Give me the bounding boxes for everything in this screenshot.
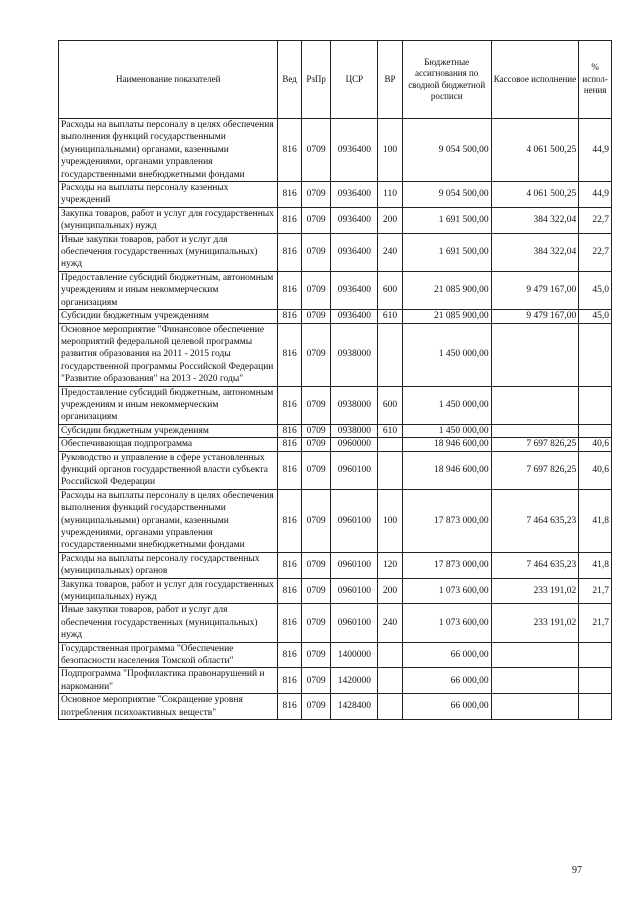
cell-budget: 1 450 000,00 (402, 323, 491, 386)
table-row (59, 386, 612, 424)
cell-ved: 816 (278, 552, 301, 578)
cell-budget: 1 691 500,00 (402, 207, 491, 233)
page-number: 97 (572, 865, 582, 876)
cell-vr: 100 (378, 489, 402, 552)
cell-name: Субсидии бюджетным учреждениям (59, 310, 278, 323)
table-row (59, 642, 612, 668)
cell-ved: 816 (278, 323, 301, 386)
cell-vr: 100 (378, 119, 402, 182)
cell-csr: 0960100 (331, 489, 378, 552)
cell-rzpr: 0709 (301, 207, 331, 233)
cell-name: Иные закупки товаров, работ и услуг для обеспечения государственных (муниципальных) нужд (59, 604, 278, 642)
cell-ved: 816 (278, 668, 301, 694)
cell-ved: 816 (278, 424, 301, 437)
cell-ved: 816 (278, 386, 301, 424)
header-csr: ЦСР (331, 41, 378, 119)
header-rzpr: РзПр (301, 41, 331, 119)
cell-name: Закупка товаров, работ и услуг для государственных (муниципальных) нужд (59, 207, 278, 233)
table-row (59, 271, 612, 309)
cell-cash: 233 191,02 (491, 578, 579, 604)
cell-vr (378, 694, 402, 720)
cell-ved: 816 (278, 233, 301, 271)
cell-percent (579, 424, 612, 437)
cell-cash (491, 386, 579, 424)
cell-rzpr: 0709 (301, 668, 331, 694)
cell-name: Предоставление субсидий бюджетным, автономным учреждениям и иным некоммерческим организациям (59, 271, 278, 309)
cell-vr: 120 (378, 552, 402, 578)
cell-budget: 66 000,00 (402, 668, 491, 694)
header-ved: Вед (278, 41, 301, 119)
cell-cash (491, 668, 579, 694)
cell-vr: 610 (378, 424, 402, 437)
cell-name: Обеспечивающая подпрограмма (59, 438, 278, 451)
cell-csr: 0936400 (331, 207, 378, 233)
table-row (59, 207, 612, 233)
cell-budget: 9 054 500,00 (402, 119, 491, 182)
cell-csr: 0936400 (331, 119, 378, 182)
cell-rzpr: 0709 (301, 310, 331, 323)
cell-name: Закупка товаров, работ и услуг для государственных (муниципальных) нужд (59, 578, 278, 604)
cell-rzpr: 0709 (301, 119, 331, 182)
cell-percent: 44,9 (579, 119, 612, 182)
table-row (59, 182, 612, 208)
cell-name: Предоставление субсидий бюджетным, автономным учреждениям и иным некоммерческим организациям (59, 386, 278, 424)
cell-cash: 7 464 635,23 (491, 489, 579, 552)
cell-budget: 1 073 600,00 (402, 604, 491, 642)
cell-cash: 384 322,04 (491, 233, 579, 271)
cell-vr (378, 438, 402, 451)
cell-name: Расходы на выплаты персоналу казенных учреждений (59, 182, 278, 208)
cell-vr (378, 668, 402, 694)
cell-percent (579, 386, 612, 424)
cell-cash (491, 694, 579, 720)
table-row (59, 578, 612, 604)
cell-rzpr: 0709 (301, 438, 331, 451)
cell-rzpr: 0709 (301, 233, 331, 271)
cell-csr: 0938000 (331, 323, 378, 386)
table-row (59, 119, 612, 182)
table-row (59, 323, 612, 386)
cell-csr: 0936400 (331, 271, 378, 309)
cell-name: Подпрограмма "Профилактика правонарушений и наркомании" (59, 668, 278, 694)
cell-cash: 9 479 167,00 (491, 271, 579, 309)
cell-name: Расходы на выплаты персоналу в целях обеспечения выполнения функций государственными (муниципальными) органами, казенными учреждениями, органами управления государственными внебюджетными фондами (59, 119, 278, 182)
cell-cash (491, 424, 579, 437)
cell-cash: 4 061 500,25 (491, 119, 579, 182)
cell-rzpr: 0709 (301, 182, 331, 208)
cell-percent (579, 323, 612, 386)
cell-percent: 41,8 (579, 489, 612, 552)
cell-budget: 1 691 500,00 (402, 233, 491, 271)
budget-execution-table (58, 40, 612, 720)
table-row (59, 451, 612, 489)
table-row (59, 694, 612, 720)
cell-csr: 1420000 (331, 668, 378, 694)
cell-vr: 610 (378, 310, 402, 323)
table-row (59, 552, 612, 578)
cell-percent (579, 642, 612, 668)
cell-percent: 45,0 (579, 271, 612, 309)
cell-ved: 816 (278, 207, 301, 233)
cell-percent: 21,7 (579, 578, 612, 604)
cell-vr: 200 (378, 578, 402, 604)
cell-percent: 40,6 (579, 451, 612, 489)
table-row (59, 489, 612, 552)
cell-budget: 17 873 000,00 (402, 489, 491, 552)
cell-percent: 21,7 (579, 604, 612, 642)
cell-percent (579, 668, 612, 694)
cell-percent: 22,7 (579, 233, 612, 271)
cell-name: Субсидии бюджетным учреждениям (59, 424, 278, 437)
cell-cash: 384 322,04 (491, 207, 579, 233)
cell-ved: 816 (278, 604, 301, 642)
cell-rzpr: 0709 (301, 489, 331, 552)
cell-csr: 0960100 (331, 578, 378, 604)
cell-csr: 0960100 (331, 552, 378, 578)
cell-rzpr: 0709 (301, 271, 331, 309)
table-row (59, 424, 612, 437)
cell-vr (378, 451, 402, 489)
cell-budget: 66 000,00 (402, 694, 491, 720)
cell-cash: 4 061 500,25 (491, 182, 579, 208)
cell-ved: 816 (278, 642, 301, 668)
cell-csr: 0938000 (331, 386, 378, 424)
cell-csr: 0936400 (331, 310, 378, 323)
cell-name: Иные закупки товаров, работ и услуг для обеспечения государственных (муниципальных) нужд (59, 233, 278, 271)
cell-percent: 40,6 (579, 438, 612, 451)
cell-vr: 600 (378, 271, 402, 309)
cell-percent: 41,8 (579, 552, 612, 578)
cell-cash: 233 191,02 (491, 604, 579, 642)
cell-percent: 22,7 (579, 207, 612, 233)
table-header-row (59, 41, 612, 119)
cell-cash: 7 464 635,23 (491, 552, 579, 578)
cell-percent (579, 694, 612, 720)
cell-csr: 0938000 (331, 424, 378, 437)
header-vr: ВР (378, 41, 402, 119)
cell-ved: 816 (278, 451, 301, 489)
cell-name: Расходы на выплаты персоналу в целях обеспечения выполнения функций государственными (муниципальными) органами, казенными учреждениями, органами управления государственными внебюджетными фондами (59, 489, 278, 552)
cell-name: Расходы на выплаты персоналу государственных (муниципальных) органов (59, 552, 278, 578)
header-budget: Бюджетные ассигнования по сводной бюджетной росписи (402, 41, 491, 119)
cell-rzpr: 0709 (301, 552, 331, 578)
cell-vr: 600 (378, 386, 402, 424)
cell-ved: 816 (278, 271, 301, 309)
cell-rzpr: 0709 (301, 578, 331, 604)
cell-budget: 21 085 900,00 (402, 310, 491, 323)
cell-rzpr: 0709 (301, 642, 331, 668)
cell-rzpr: 0709 (301, 424, 331, 437)
table-row (59, 233, 612, 271)
cell-vr: 240 (378, 233, 402, 271)
cell-ved: 816 (278, 694, 301, 720)
header-percent: % испол-нения (579, 41, 612, 119)
cell-name: Основное мероприятие "Сокращение уровня потребления психоактивных веществ" (59, 694, 278, 720)
cell-ved: 816 (278, 578, 301, 604)
cell-percent: 44,9 (579, 182, 612, 208)
cell-csr: 1400000 (331, 642, 378, 668)
cell-name: Основное мероприятие "Финансовое обеспечение мероприятий федеральной целевой программы развития образования на 2011 - 2015 годы государственной программы Российской Федерации "Развитие образования" на 2013 - 2020 годы" (59, 323, 278, 386)
table-row (59, 668, 612, 694)
cell-budget: 17 873 000,00 (402, 552, 491, 578)
cell-ved: 816 (278, 438, 301, 451)
header-name: Наименование показателей (59, 41, 278, 119)
cell-ved: 816 (278, 310, 301, 323)
cell-name: Государственная программа "Обеспечение безопасности населения Томской области" (59, 642, 278, 668)
cell-vr: 200 (378, 207, 402, 233)
cell-ved: 816 (278, 119, 301, 182)
cell-rzpr: 0709 (301, 386, 331, 424)
cell-budget: 66 000,00 (402, 642, 491, 668)
cell-rzpr: 0709 (301, 451, 331, 489)
table-row (59, 604, 612, 642)
cell-vr: 240 (378, 604, 402, 642)
cell-budget: 18 946 600,00 (402, 438, 491, 451)
table-row (59, 310, 612, 323)
cell-cash: 7 697 826,25 (491, 451, 579, 489)
cell-rzpr: 0709 (301, 604, 331, 642)
cell-percent: 45,0 (579, 310, 612, 323)
cell-csr: 0936400 (331, 182, 378, 208)
cell-budget: 1 073 600,00 (402, 578, 491, 604)
cell-vr (378, 323, 402, 386)
cell-rzpr: 0709 (301, 323, 331, 386)
cell-name: Руководство и управление в сфере установленных функций органов государственной власти субъекта Российской Федерации (59, 451, 278, 489)
cell-ved: 816 (278, 182, 301, 208)
cell-vr (378, 642, 402, 668)
header-cash: Кассовое исполнение (491, 41, 579, 119)
cell-csr: 0936400 (331, 233, 378, 271)
cell-cash: 7 697 826,25 (491, 438, 579, 451)
cell-cash (491, 642, 579, 668)
cell-budget: 1 450 000,00 (402, 424, 491, 437)
cell-ved: 816 (278, 489, 301, 552)
cell-csr: 0960100 (331, 604, 378, 642)
cell-rzpr: 0709 (301, 694, 331, 720)
cell-budget: 9 054 500,00 (402, 182, 491, 208)
cell-csr: 0960100 (331, 451, 378, 489)
cell-budget: 18 946 600,00 (402, 451, 491, 489)
cell-budget: 1 450 000,00 (402, 386, 491, 424)
cell-csr: 0960000 (331, 438, 378, 451)
cell-budget: 21 085 900,00 (402, 271, 491, 309)
cell-cash (491, 323, 579, 386)
cell-csr: 1428400 (331, 694, 378, 720)
cell-cash: 9 479 167,00 (491, 310, 579, 323)
table-row (59, 438, 612, 451)
cell-vr: 110 (378, 182, 402, 208)
